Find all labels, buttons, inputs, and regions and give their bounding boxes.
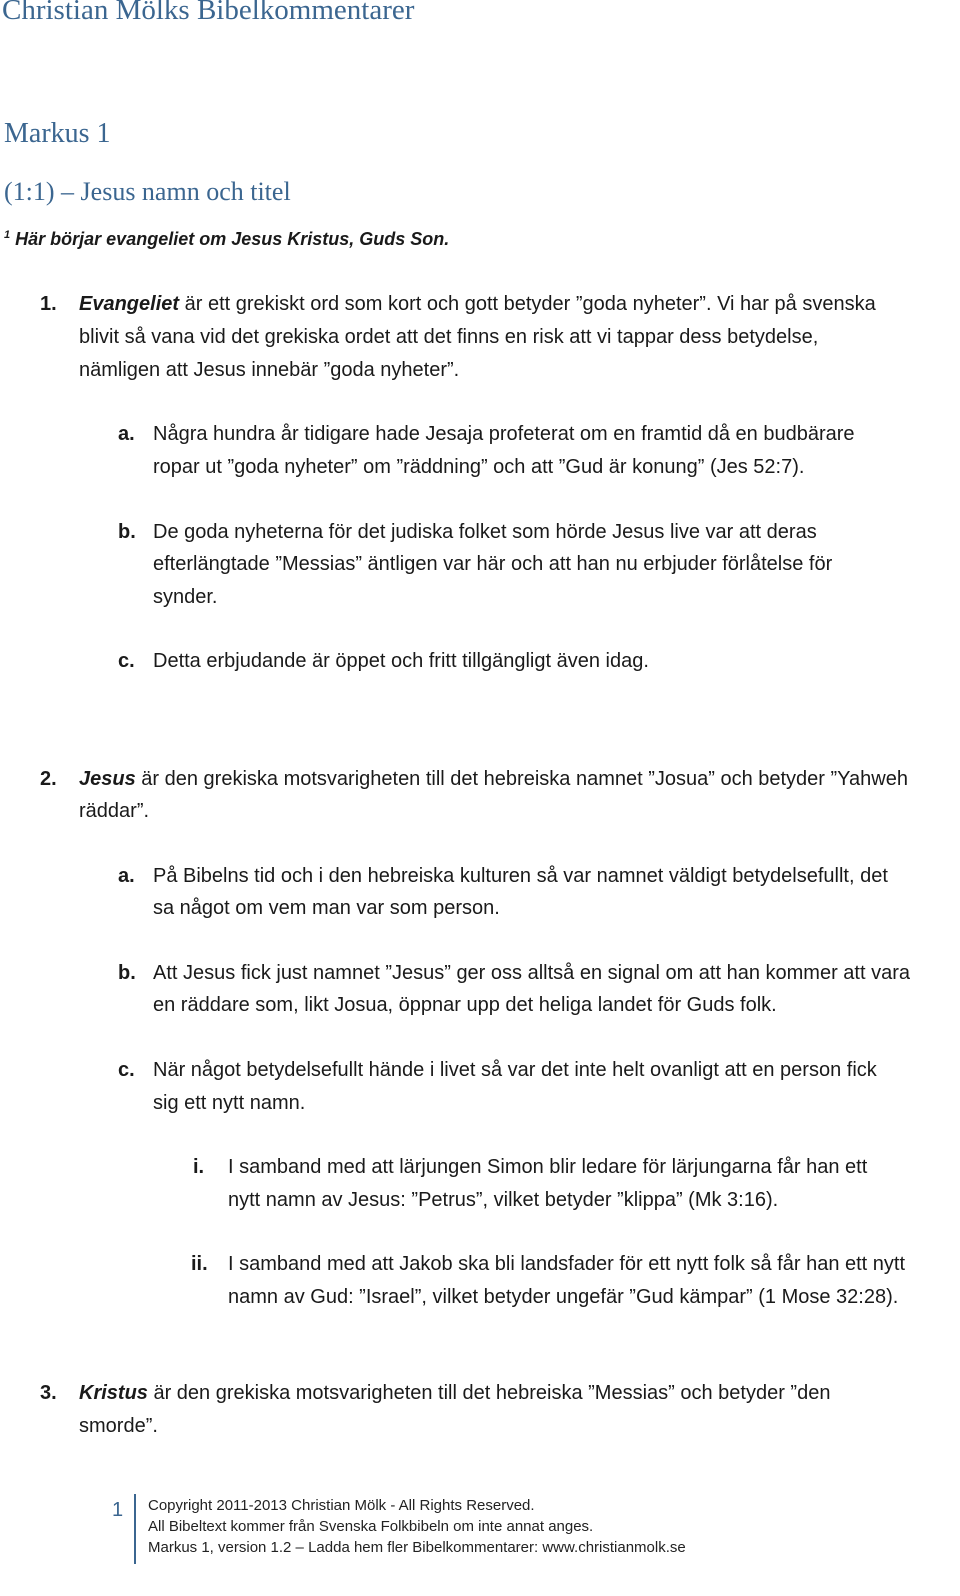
item-2c-line-2: sig ett nytt namn.: [153, 1092, 306, 1114]
item-1-marker: 1.: [40, 293, 57, 315]
chapter-title: Markus 1: [4, 118, 111, 149]
footer-version-link: Markus 1, version 1.2 – Ladda hem fler Bibelkommentarer: www.christianmolk.se: [148, 1539, 686, 1556]
item-1b-line-1: De goda nyheterna för det judiska folket som hörde Jesus live var att deras: [153, 521, 817, 543]
item-3-line-1-text: är den grekiska motsvarigheten till det hebreiska ”Messias” och betyder ”den: [147, 1382, 831, 1404]
footer-copyright: Copyright 2011-2013 Christian Mölk - All Rights Reserved.: [148, 1497, 535, 1514]
item-2-line-1: [79, 763, 908, 796]
item-3-marker: 3.: [40, 1382, 57, 1404]
item-1b-line-2: efterlängtade ”Messias” äntligen var här och att han nu erbjuder förlåtelse för: [153, 553, 833, 575]
item-2-term: Jesus: [79, 768, 136, 790]
item-1a-line-2: ropar ut ”goda nyheter” om ”räddning” och att ”Gud är konung” (Jes 52:7).: [153, 456, 805, 478]
item-1b-line-3: synder.: [153, 586, 218, 608]
footer-source-note: All Bibeltext kommer från Svenska Folkbibeln om inte annat anges.: [148, 1518, 594, 1535]
item-2a-line-1: På Bibelns tid och i den hebreiska kulturen så var namnet väldigt betydelsefullt, det: [153, 865, 888, 887]
item-2ci-marker: i.: [193, 1156, 205, 1178]
item-3-line-1: [79, 1377, 830, 1410]
item-2c-line-1: När något betydelsefullt hände i livet så var det inte helt ovanligt att en person fick: [153, 1059, 877, 1081]
item-1c-marker: c.: [118, 650, 135, 672]
item-1-term: Evangeliet: [79, 293, 180, 315]
item-2-line-2: räddar”.: [79, 800, 150, 822]
footer-divider: [134, 1494, 136, 1564]
item-1a-marker: a.: [118, 423, 135, 445]
item-2c-marker: c.: [118, 1059, 135, 1081]
item-2cii-line-2: namn av Gud: ”Israel”, vilket betyder ungefär ”Gud kämpar” (1 Mose 32:28).: [228, 1286, 899, 1308]
item-2-marker: 2.: [40, 768, 57, 790]
item-2a-marker: a.: [118, 865, 135, 887]
item-2ci-line-1: I samband med att lärjungen Simon blir ledare för lärjungarna får han ett: [228, 1156, 868, 1178]
verse-number: 1: [4, 229, 11, 241]
section-title: (1:1) – Jesus namn och titel: [4, 177, 291, 206]
item-1c-line-1: Detta erbjudande är öppet och fritt tillgängligt även idag.: [153, 650, 649, 672]
item-2ci-line-2: nytt namn av Jesus: ”Petrus”, vilket betyder ”klippa” (Mk 3:16).: [228, 1189, 779, 1211]
item-2b-line-1: Att Jesus fick just namnet ”Jesus” ger oss alltså en signal om att han kommer att vara: [153, 962, 910, 984]
item-1a-line-1: Några hundra år tidigare hade Jesaja profeterat om en framtid då en budbärare: [153, 423, 855, 445]
page-header-title: Christian Mölks Bibelkommentarer: [2, 0, 415, 26]
item-2b-marker: b.: [118, 962, 136, 984]
footer-page-number: 1: [112, 1499, 124, 1521]
item-3-term: Kristus: [79, 1382, 148, 1404]
item-1b-marker: b.: [118, 521, 136, 543]
item-1-line-1: [79, 288, 876, 321]
item-2a-line-2: sa något om vem man var som person.: [153, 897, 500, 919]
verse-body: Här börjar evangeliet om Jesus Kristus, Guds Son.: [15, 229, 450, 249]
item-1-line-2: blivit så vana vid det grekiska ordet att det finns en risk att vi tappar dess betydelse,: [79, 326, 819, 348]
item-2-line-1-text: är den grekiska motsvarigheten till det hebreiska namnet ”Josua” och betyder ”Yahweh: [135, 768, 908, 790]
item-2cii-line-1: I samband med att Jakob ska bli landsfader för ett nytt folk så får han ett nytt: [228, 1253, 906, 1275]
item-2cii-marker: ii.: [191, 1253, 208, 1275]
item-1-line-1-text: är ett grekiskt ord som kort och gott betyder ”goda nyheter”. Vi har på svenska: [179, 293, 876, 315]
verse-text: [4, 229, 449, 250]
item-1-line-3: nämligen att Jesus innebär ”goda nyheter”.: [79, 359, 460, 381]
item-2b-line-2: en räddare som, likt Josua, öppnar upp det heliga landet för Guds folk.: [153, 994, 777, 1016]
item-3-line-2: smorde”.: [79, 1415, 158, 1437]
